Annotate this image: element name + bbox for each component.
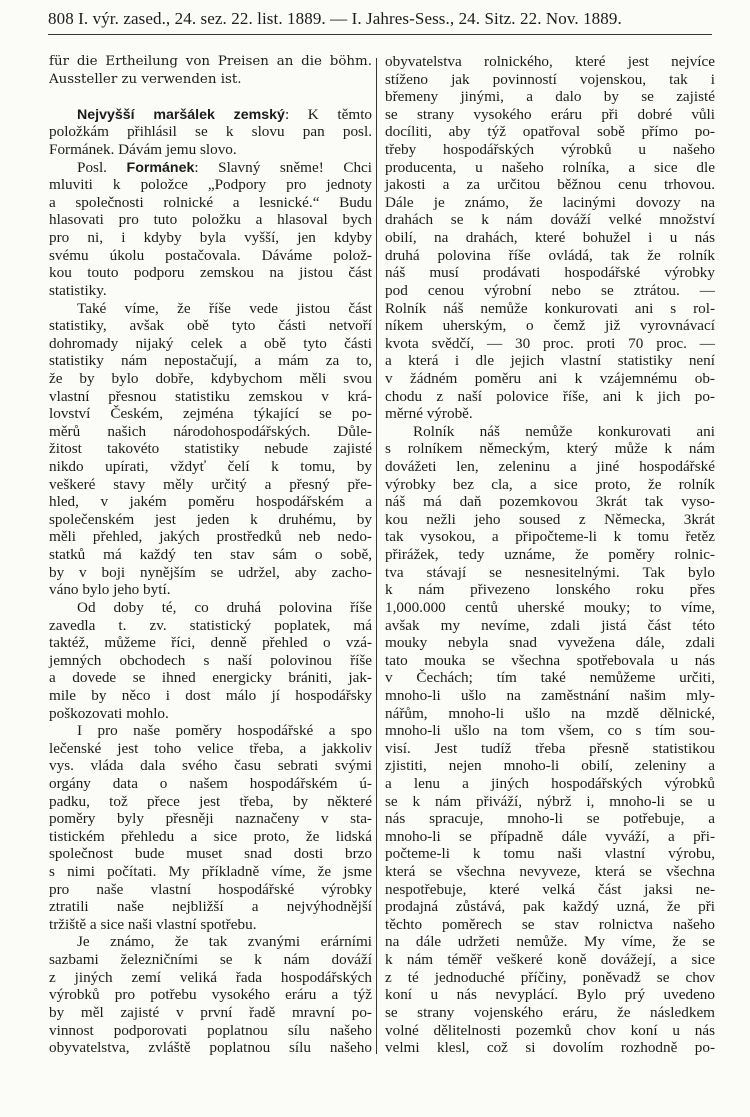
column-divider xyxy=(376,58,377,1054)
text-line: a společnosti rolnické a lesnické.“ Budu xyxy=(49,193,372,211)
text-line: kou nežli jeho soused z Německa, 3krát xyxy=(385,510,715,528)
speech-text: : Slavný sněme! Chci xyxy=(194,158,373,176)
text-line: břemeny jinými, a dalo by se zajisté xyxy=(385,88,715,106)
text-line: tak vysokou, a připočteme-li k tomu řetěz xyxy=(385,528,715,546)
text-line: tato mouka se všechna spotřebovala u nás xyxy=(385,651,715,669)
text-line: tržiště a sice naši vlastní spotřebu. xyxy=(49,915,257,933)
text-line: těchto poměrech se stav rolnictva našeho xyxy=(385,915,715,933)
text-line: měrů našich národohospodářských. Důle- xyxy=(49,422,372,440)
speaker-name: Formánek xyxy=(126,159,195,176)
text-line: s nimi počítati. My příkladně víme, že jsme xyxy=(49,863,372,881)
text-line: nikdo upírati, vždyť čelí k tomu, by xyxy=(49,458,372,476)
text-line: für die Ertheilung von Preisen an die böhm. xyxy=(49,54,372,69)
text-line: avšak my nevíme, zdali jistá část této xyxy=(385,616,715,634)
text-line: zavedla t. zv. statistický poplatek, má xyxy=(49,616,372,634)
text-line: mnoho-li ušlo na tom všem, co s tím sou- xyxy=(385,722,715,740)
text-line: z té jednoduché příčiny, poněvadž se chov xyxy=(385,968,715,986)
text-line: společnost bude muset snad dosti brzo xyxy=(49,845,372,863)
paragraph xyxy=(49,53,372,88)
text-line: pro naše vlastní hospodářské výrobky xyxy=(49,880,372,898)
text-line: taktéž, můžeme říci, denně přehled o vzá- xyxy=(49,634,372,652)
paragraph xyxy=(49,933,372,1056)
text-line: k nám téměř veškeré koně dovážejí, a sice xyxy=(385,951,715,969)
text-line: se k nám přiváží, nýbrž i, mnoho-li se u xyxy=(385,792,715,810)
text-line: k nám přivezeno lonského roku přes xyxy=(385,581,715,599)
text-line: statistiky. xyxy=(49,281,107,299)
text-line: v Čechách; tím také nemůžeme určiti, xyxy=(385,669,715,687)
text-line: výrobků pro potřebu vysokého eráru a týž xyxy=(49,986,372,1004)
text-line: statků má každý ten stav sám o sobě, xyxy=(49,546,372,564)
paragraph xyxy=(49,722,372,933)
text-line: producenta, u našeho rolníka, a sice dle xyxy=(385,158,715,176)
page-header: 808 I. výr. zased., 24. sez. 22. list. 1889. — I. Jahres-Sess., 24. Sitz. 22. Nov. 1889. xyxy=(48,8,712,35)
text-line: vys. vláda dala svého času sebrati svými xyxy=(49,757,372,775)
text-line: Aussteller zu verwenden ist. xyxy=(49,71,242,87)
text-line: dohromady nijaký celek a obě tyto části xyxy=(49,334,372,352)
text-line: níkem uherským, o čemž již vyrovnávací xyxy=(385,317,715,335)
text-line: volné dělitelnosti pozemků chov koní u nás xyxy=(385,1021,715,1039)
text-line: pod cenou výrobní nebo se ztrátou. — xyxy=(385,281,715,299)
speaker-prefix: Posl. xyxy=(77,158,127,176)
text-line: Rolník náš nemůže konkurovati ani xyxy=(413,422,715,440)
speaker-name: Nejvyšší maršálek zemský xyxy=(77,106,285,123)
text-line: přirážek, tedy uznáme, že poměry rolnic- xyxy=(385,546,715,564)
text-line: hled, v jakém poměru hospodářském a xyxy=(49,493,372,511)
text-line: dovážeti len, zeleninu a jiné hospodářské xyxy=(385,458,715,476)
text-line: z jiných zemí veliká řada hospodářských xyxy=(49,968,372,986)
paragraph xyxy=(49,106,372,159)
text-line: poškozovati mohlo. xyxy=(49,704,169,722)
text-line: a která i dle jejich vlastní statistiky není xyxy=(385,352,715,370)
text-line: Formánek. Dávám jemu slovo. xyxy=(49,141,237,159)
text-line: I pro naše poměry hospodářské a spo xyxy=(77,722,372,740)
text-line: mnoho-li ušlo na zaměstnání našim mly- xyxy=(385,686,715,704)
text-line: lečenské jest toho velice třeba, a jakkoliv xyxy=(49,739,372,757)
paragraph xyxy=(385,423,715,1057)
text-line: a lenu a jiných hospodářských výrobků xyxy=(385,774,715,792)
text-line: by měl zajisté v první řadě mravní po- xyxy=(49,1003,372,1021)
text-line: poměry byly přesněji naznačeny v sta- xyxy=(49,810,372,828)
text-line: měrné výrobě. xyxy=(385,405,473,423)
speech-text: : K těmto xyxy=(284,105,373,123)
text-line: třeby hospodářských výrobků u našeho xyxy=(385,141,715,159)
text-line: jemných obchodech s naší polovinou říše xyxy=(49,651,372,669)
text-line: která se všechna nevyveze, která se všechna xyxy=(385,863,715,881)
text-line: měli přehled, jakých prostředků neb nedo- xyxy=(49,528,372,546)
right-column xyxy=(385,53,715,1057)
text-line: pro ni, i kdyby byla vyšší, jen kdyby xyxy=(49,229,372,247)
text-line: mluviti k položce „Podpory pro jednoty xyxy=(49,176,372,194)
text-line: kvota svědčí, — 30 proc. proti 70 proc. — xyxy=(385,334,715,352)
text-line: mile by něco i dost málo jí hospodářsky xyxy=(49,686,372,704)
text-line: v žádném poměru ani k vzájemnému ob- xyxy=(385,369,715,387)
text-line: velmi klesl, což si dovolím rozhodně po- xyxy=(385,1039,715,1057)
text-line: výrobky bez cla, a sice proto, že rolník xyxy=(385,475,715,493)
text-line: vlastní přesnou statistiku zemskou v krá- xyxy=(49,387,372,405)
text-line: společenském jest jeden k druhému, by xyxy=(49,510,372,528)
text-line: počteme-li k tomu naši vlastní výrobu, xyxy=(385,845,715,863)
text-line: obyvatelstva, zvláště poplatnou sílu našeho xyxy=(49,1039,372,1057)
text-line: ztratili naše nejbližší a nejvýhodnější xyxy=(49,898,372,916)
text-line xyxy=(49,159,372,177)
text-line: tva stávají se nesnesitelnými. Tak bylo xyxy=(385,563,715,581)
text-line: na dále udržeti nemůže. My víme, že se xyxy=(385,933,715,951)
text-line: visí. Jest tudíž třeba přesně statistikou xyxy=(385,739,715,757)
text-line: prodajná zůstává, pak každý uzná, že při xyxy=(385,898,715,916)
text-line: Také víme, že říše vede jistou část xyxy=(77,299,372,317)
text-line: veškeré stavy měly určitý a přesný pře- xyxy=(49,475,372,493)
text-line: Od doby té, co druhá polovina říše xyxy=(77,598,372,616)
text-line: statistiky, avšak obě tyto části netvoří xyxy=(49,317,372,335)
paragraph xyxy=(49,300,372,599)
text-line: Je známo, že tak zvanými erárními xyxy=(77,933,372,951)
paragraph xyxy=(385,53,715,423)
text-line: mouky nebyla snad vyvežena dále, zdali xyxy=(385,634,715,652)
text-line: Dále je známo, že lacinými dovozy na xyxy=(385,193,715,211)
text-line: drahách se k nám dováží velké množství xyxy=(385,211,715,229)
text-line: svému úkolu postačovala. Dáváme polož- xyxy=(49,246,372,264)
text-line: že by bylo dobře, kdybychom měli svou xyxy=(49,369,372,387)
text-line: padku, tož přece jest třeba, by některé xyxy=(49,792,372,810)
text-line: s rolníkem německým, který může k nám xyxy=(385,440,715,458)
text-line: vinnost podporovati poplatnou sílu našeho xyxy=(49,1021,372,1039)
paragraph xyxy=(49,599,372,722)
text-line: tistickém přehledu a sice proto, že lidská xyxy=(49,827,372,845)
text-line: chodu z naší polovice říše, ani k jich po- xyxy=(385,387,715,405)
text-line: sazbami železničními se k nám dováží xyxy=(49,951,372,969)
text-line: statistiky nám nepostačují, a mám za to, xyxy=(49,352,372,370)
text-line: nás spracuje, mnoho-li se potřebuje, a xyxy=(385,810,715,828)
text-line: položkám přihlásil se k slovu pan posl. xyxy=(49,123,372,141)
text-line: obilí, na drahách, které bohužel i u nás xyxy=(385,229,715,247)
text-line: hlasovati pro tuto položku a hlasoval bych xyxy=(49,211,372,229)
text-line: se strany vysokého eráru při dobré vůli xyxy=(385,105,715,123)
text-line: kou touto podporu zemskou na jistou část xyxy=(49,264,372,282)
left-column xyxy=(49,53,372,1057)
text-line: docíliti, aby týž opatřoval sobě přímo po- xyxy=(385,123,715,141)
text-line: náš musí prodávati hospodářské výrobky xyxy=(385,264,715,282)
text-line xyxy=(49,106,372,124)
text-line: zjistiti, nejen mnoho-li obilí, zeleniny a xyxy=(385,757,715,775)
text-line: stíženo jak povinností vojenskou, tak i xyxy=(385,70,715,88)
text-line: se strany vojenského eráru, že následkem xyxy=(385,1003,715,1021)
text-line: by v boji nynějším se udržel, aby zacho- xyxy=(49,563,372,581)
paragraph xyxy=(49,159,372,300)
text-line: nespotřebuje, které velká část jaksi ne- xyxy=(385,880,715,898)
text-line: jakosti a za určitou běžnou cenu trhovou. xyxy=(385,176,715,194)
text-line: nářům, mnoho-li ušlo na mzdě dělnické, xyxy=(385,704,715,722)
text-line: Rolník náš nemůže konkurovati ani s rol- xyxy=(385,299,715,317)
text-line: orgány data o našem hospodářském ú- xyxy=(49,774,372,792)
text-line: žitost takovéto statistiky nebude zajisté xyxy=(49,440,372,458)
text-line: váno bylo jeho bytí. xyxy=(49,581,171,599)
text-line: druhá polovina říše ovládá, tak že rolník xyxy=(385,246,715,264)
text-line: obyvatelstva rolnického, které jest nejvíce xyxy=(385,53,715,70)
text-line: lovství Českém, zejména týkající se po- xyxy=(49,405,372,423)
text-line: koní u nás nevyplácí. Bylo prý uvedeno xyxy=(385,986,715,1004)
text-line: a dovede se ihned energicky brániti, jak- xyxy=(49,669,372,687)
text-line: náš má daň pozemkovou 3krát tak vyso- xyxy=(385,493,715,511)
text-line: mnoho-li se případně dále vyváží, a při- xyxy=(385,827,715,845)
text-line: 1,000.000 centů uherské mouky; to víme, xyxy=(385,598,715,616)
